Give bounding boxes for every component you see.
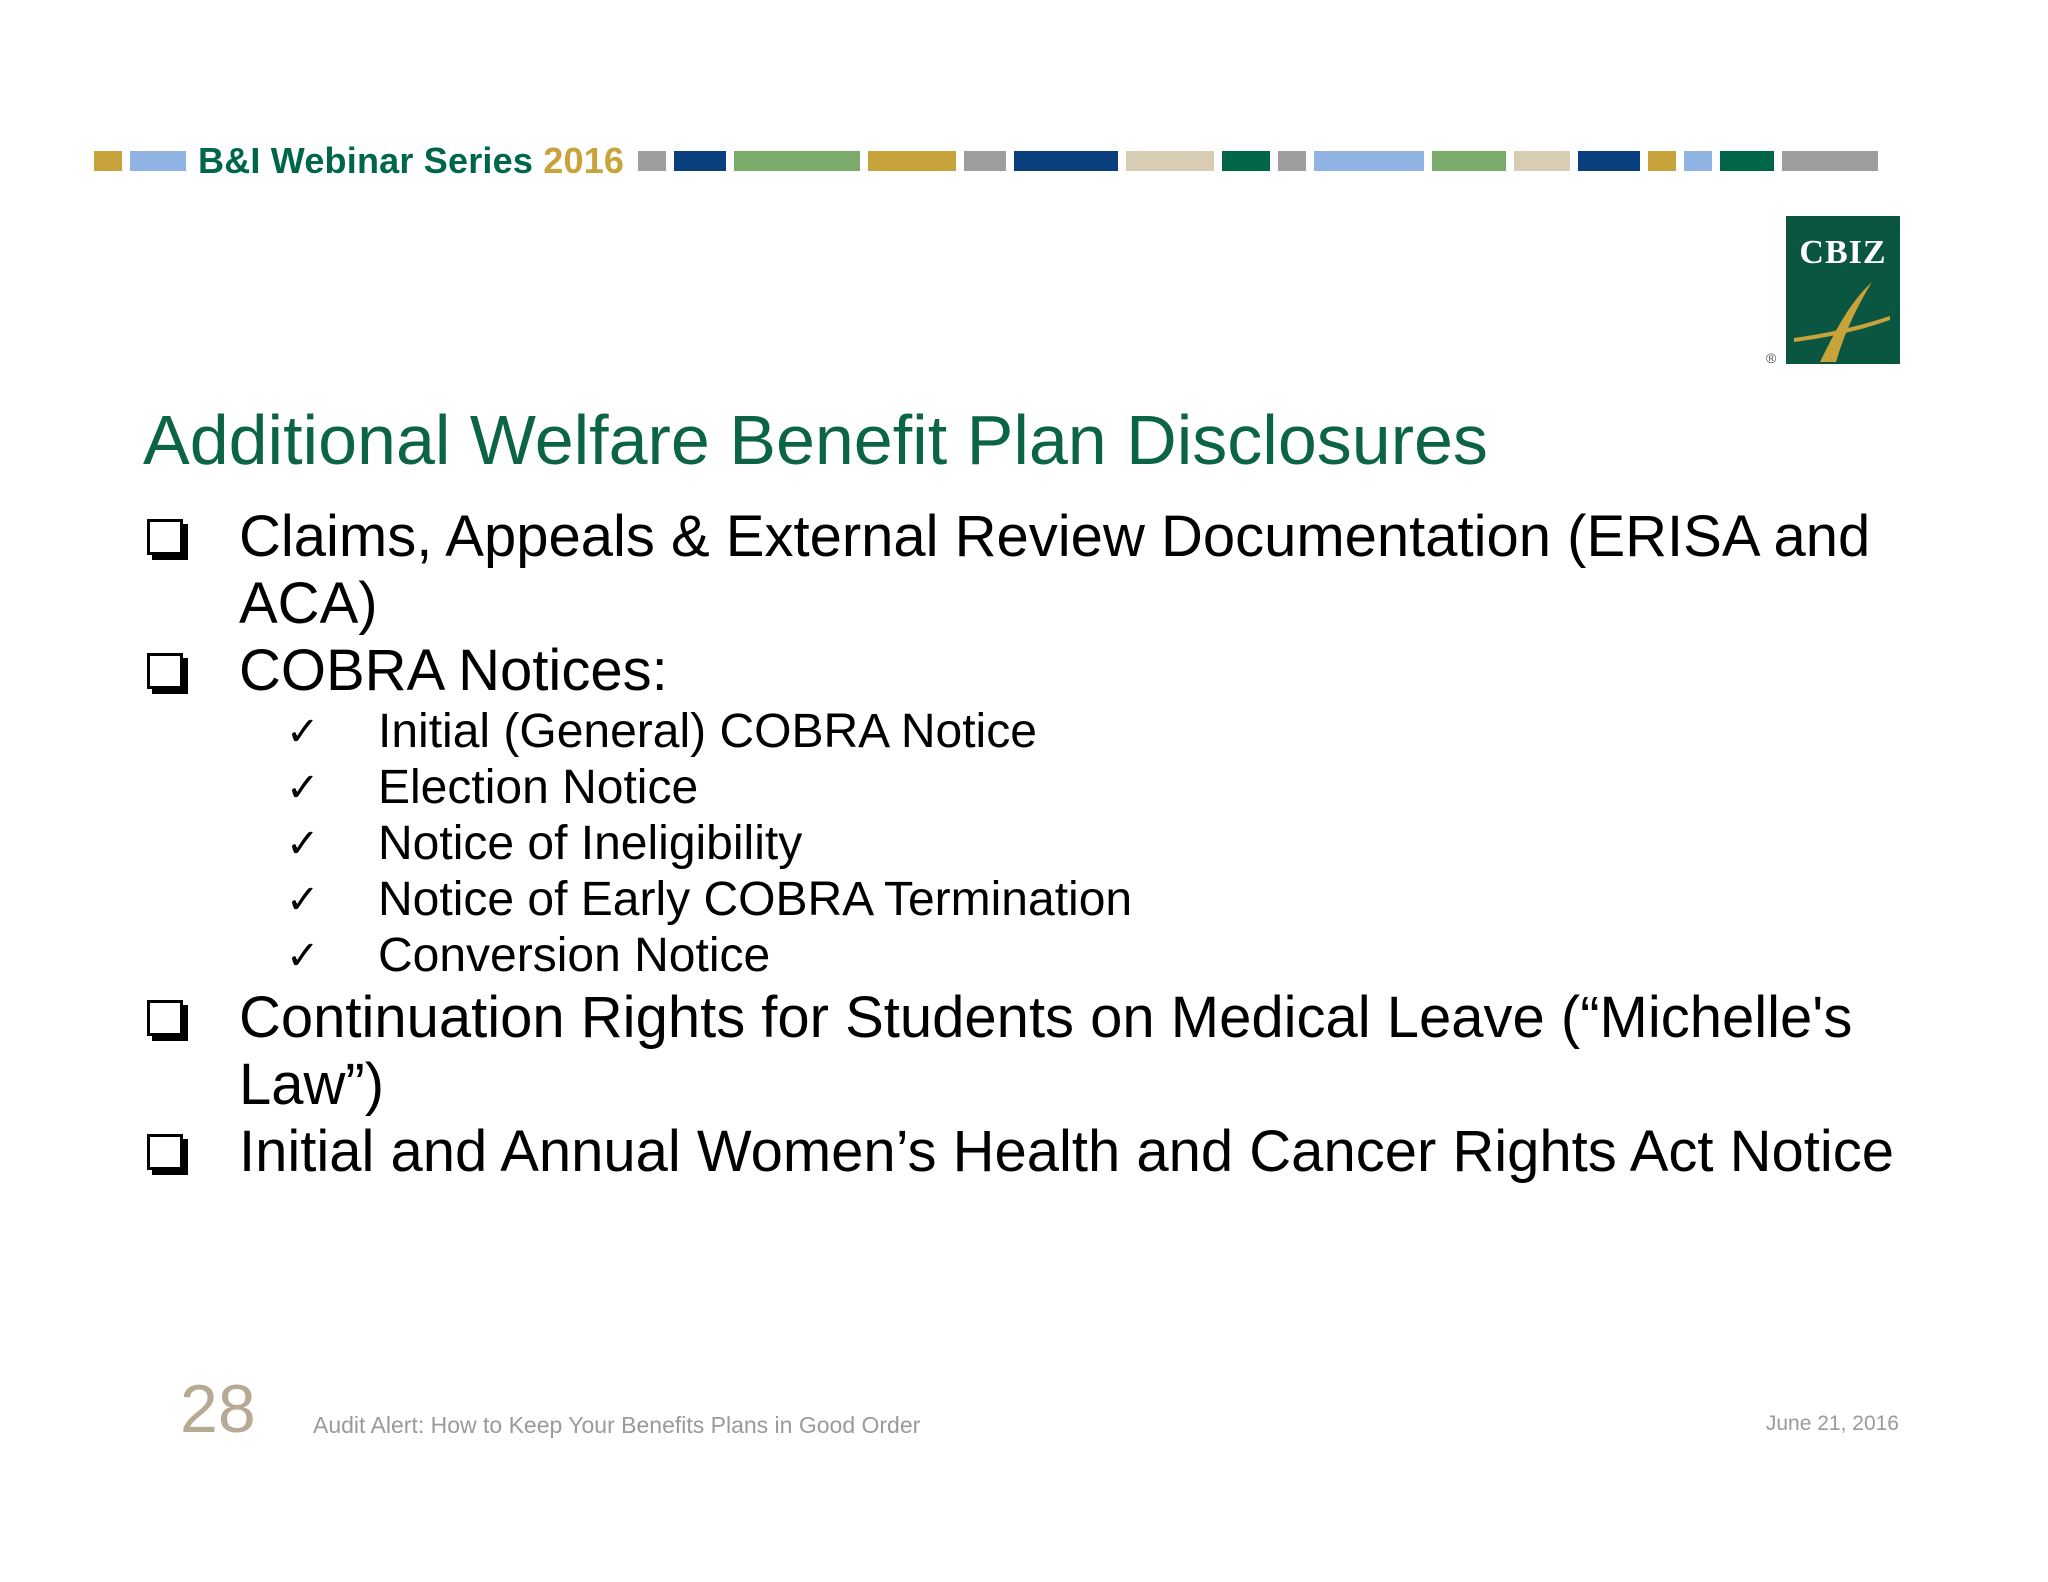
page-number: 28	[180, 1371, 256, 1447]
sub-item-text: Election Notice	[378, 761, 699, 814]
footer-presentation-title: Audit Alert: How to Keep Your Benefits Plans in Good Order	[313, 1412, 921, 1438]
strip-segment	[1514, 151, 1570, 171]
checkmark-icon: ✓	[286, 765, 320, 811]
logo-text: CBIZ	[1799, 234, 1887, 271]
strip-segment	[130, 151, 186, 171]
sub-list-item	[143, 816, 1903, 872]
strip-segment	[868, 151, 956, 171]
strip-segment	[1684, 151, 1712, 171]
bullet-text: Claims, Appeals & External Review Documentation (ERISA and ACA)	[239, 504, 1871, 636]
checkmark-icon: ✓	[286, 933, 320, 979]
strip-segment	[964, 151, 1006, 171]
checkmark-icon: ✓	[286, 821, 320, 867]
bullet-text: Initial and Annual Women’s Health and Cancer Rights Act Notice	[239, 1119, 1895, 1184]
sub-list-item	[143, 760, 1903, 816]
checkbox-bullet-icon	[147, 1000, 183, 1036]
strip-segment	[1720, 151, 1774, 171]
strip-segment	[1578, 151, 1640, 171]
series-name: B&I Webinar Series	[198, 140, 534, 181]
checkmark-icon: ✓	[286, 877, 320, 923]
sub-list-item	[143, 704, 1903, 760]
strip-segment	[1314, 151, 1424, 171]
cbiz-logo	[1786, 216, 1900, 364]
cobra-notices-sublist	[143, 704, 1903, 984]
strip-segment	[674, 151, 726, 171]
strip-segment	[94, 151, 122, 171]
checkmark-icon: ✓	[286, 709, 320, 755]
footer-date: June 21, 2016	[1765, 1412, 1899, 1435]
bullet-text: COBRA Notices:	[239, 638, 668, 703]
list-item	[143, 1118, 1903, 1185]
sub-item-text: Initial (General) COBRA Notice	[378, 705, 1037, 758]
sub-list-item	[143, 928, 1903, 984]
list-item	[143, 984, 1903, 1118]
strip-segment	[1222, 151, 1270, 171]
header-color-strip	[94, 141, 1886, 181]
sub-item-text: Conversion Notice	[378, 929, 771, 982]
sub-list-item	[143, 872, 1903, 928]
checkbox-bullet-icon	[147, 653, 183, 689]
strip-segment	[1432, 151, 1506, 171]
strip-segment	[1014, 151, 1118, 171]
strip-segment	[638, 151, 666, 171]
list-item	[143, 503, 1903, 637]
checkbox-bullet-icon	[147, 519, 183, 555]
series-year: 2016	[543, 140, 625, 181]
strip-segment	[1648, 151, 1676, 171]
list-item	[143, 637, 1903, 704]
registered-mark: ®	[1766, 350, 1777, 366]
strip-segment	[1278, 151, 1306, 171]
webinar-series-title	[198, 140, 624, 182]
bullet-text: Continuation Rights for Students on Medical Leave (“Michelle's Law”)	[239, 985, 1853, 1117]
slide-title: Additional Welfare Benefit Plan Disclosures	[143, 401, 1488, 479]
sub-item-text: Notice of Ineligibility	[378, 817, 803, 870]
strip-segment	[1126, 151, 1214, 171]
bullet-list	[143, 503, 1903, 1185]
sub-item-text: Notice of Early COBRA Termination	[378, 873, 1133, 926]
checkbox-bullet-icon	[147, 1134, 183, 1170]
strip-segment	[734, 151, 860, 171]
strip-segment	[1782, 151, 1878, 171]
